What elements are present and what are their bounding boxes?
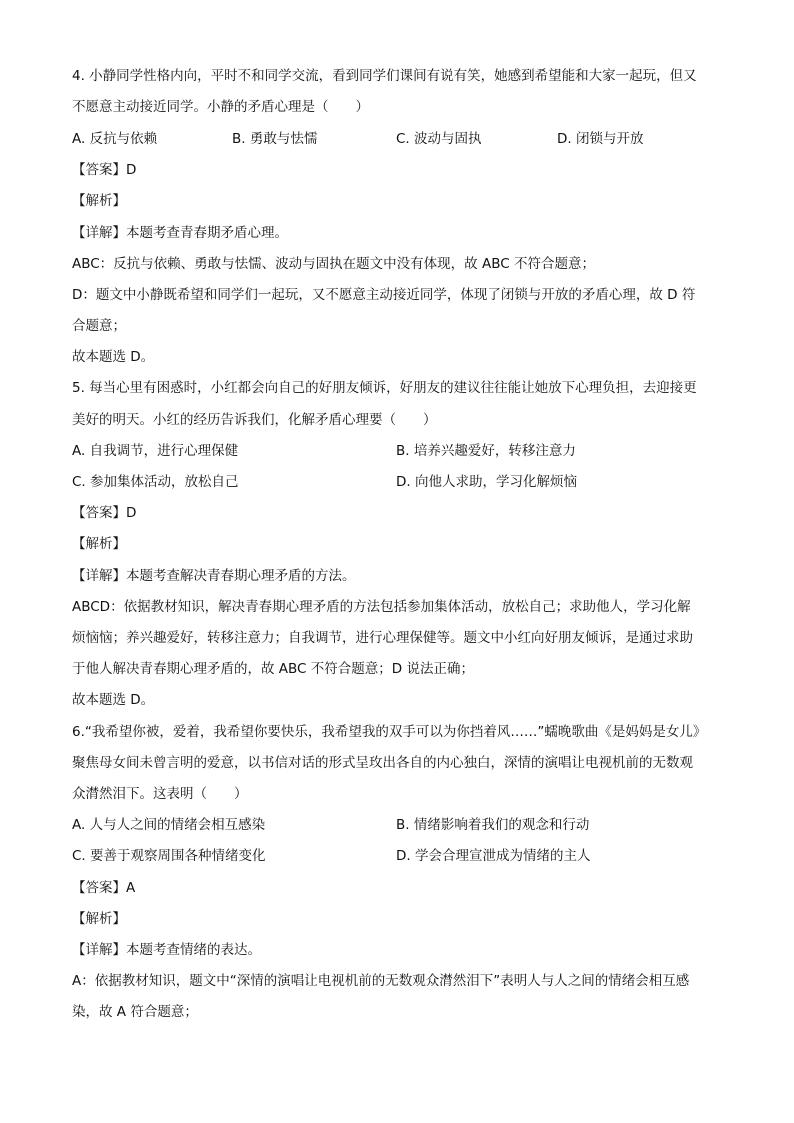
q5-explanation-2: 烦恼恼；养兴趣爱好，转移注意力；自我调节，进行心理保健等。题文中小红向好朋友倾诉，是通过求助 xyxy=(72,630,693,646)
q5-option-c: C. 参加集体活动，放松自己 xyxy=(72,474,239,490)
q4-option-a: A. 反抗与依赖 xyxy=(72,131,158,147)
q4-stem-line-1: 4. 小静同学性格内向，平时不和同学交流，看到同学们课间有说有笑，她感到希望能和大家一起玩，但又 xyxy=(72,68,697,84)
q6-stem-line-2: 聚焦母女间未曾言明的爱意，以书信对话的形式呈玫出各自的内心独白，深情的演唱让电视机前的无数观 xyxy=(72,755,693,771)
q6-detail: 【详解】本题考查情绪的表达。 xyxy=(72,942,261,958)
q6-analysis-heading: 【解析】 xyxy=(72,911,126,927)
q6-answer: 【答案】A xyxy=(72,880,136,896)
q6-option-c: C. 要善于观察周围各种情绪变化 xyxy=(72,848,266,864)
q4-explanation-1: ABC：反抗与依赖、勇敢与怯懦、波动与固执在题文中没有体现，故 ABC 不符合题意； xyxy=(72,256,595,272)
q5-explanation-1: ABCD：依据教材知识，解决青春期心理矛盾的方法包括参加集体活动，放松自己；求助他人，学习化解 xyxy=(72,599,691,615)
q5-stem-line-1: 5. 每当心里有困惑时，小红都会向自己的好朋友倾诉，好朋友的建议往往能让她放下心理负担，去迎接更 xyxy=(72,380,697,396)
q5-stem-line-2: 美好的明天。小红的经历告诉我们，化解矛盾心理要（ ） xyxy=(72,412,437,428)
q6-option-b: B. 情绪影响着我们的观念和行动 xyxy=(396,817,590,833)
q4-conclusion: 故本题选 D。 xyxy=(72,349,155,365)
q4-analysis-heading: 【解析】 xyxy=(72,193,126,209)
q6-explanation-2: 染，故 A 符合题意； xyxy=(72,1004,198,1020)
q6-option-d: D. 学会合理宣泄成为情绪的主人 xyxy=(396,848,591,864)
q6-stem-line-1: 6.“我希望你被，爱着，我希望你要快乐，我希望我的双手可以为你挡着风……”蠕晚歌曲《是妈妈是女儿》 xyxy=(72,724,707,740)
q5-detail: 【详解】本题考查解决青春期心理矛盾的方法。 xyxy=(72,568,356,584)
q6-stem-line-3: 众潸然泪下。这表明（ ） xyxy=(72,786,248,802)
q5-option-a: A. 自我调节，进行心理保健 xyxy=(72,443,239,459)
q5-option-d: D. 向他人求助，学习化解烦恼 xyxy=(396,474,577,490)
q4-explanation-2b: 合题意； xyxy=(72,318,126,334)
q4-answer: 【答案】D xyxy=(72,162,137,178)
q6-explanation-1: A：依据教材知识，题文中“深情的演唱让电视机前的无数观众潸然泪下”表明人与人之间的情绪会相互感 xyxy=(72,973,690,989)
q5-conclusion: 故本题选 D。 xyxy=(72,692,155,708)
q4-option-c: C. 波动与固执 xyxy=(396,131,482,147)
q5-explanation-3: 于他人解决青春期心理矛盾的，故 ABC 不符合题意；D 说法正确； xyxy=(72,661,474,677)
q4-option-d: D. 闭锁与开放 xyxy=(557,131,644,147)
q6-option-a: A. 人与人之间的情绪会相互感染 xyxy=(72,817,266,833)
q5-analysis-heading: 【解析】 xyxy=(72,536,126,552)
q4-detail: 【详解】本题考查青春期矛盾心理。 xyxy=(72,225,288,241)
q4-stem-line-2: 不愿意主动接近同学。小静的矛盾心理是（ ） xyxy=(72,99,369,115)
q4-option-b: B. 勇敢与怯懦 xyxy=(232,131,318,147)
q4-explanation-2a: D：题文中小静既希望和同学们一起玩，又不愿意主动接近同学，体现了闭锁与开放的矛盾心理，故 D 符 xyxy=(72,287,696,303)
q5-option-b: B. 培养兴趣爱好，转移注意力 xyxy=(396,443,576,459)
q5-answer: 【答案】D xyxy=(72,505,137,521)
